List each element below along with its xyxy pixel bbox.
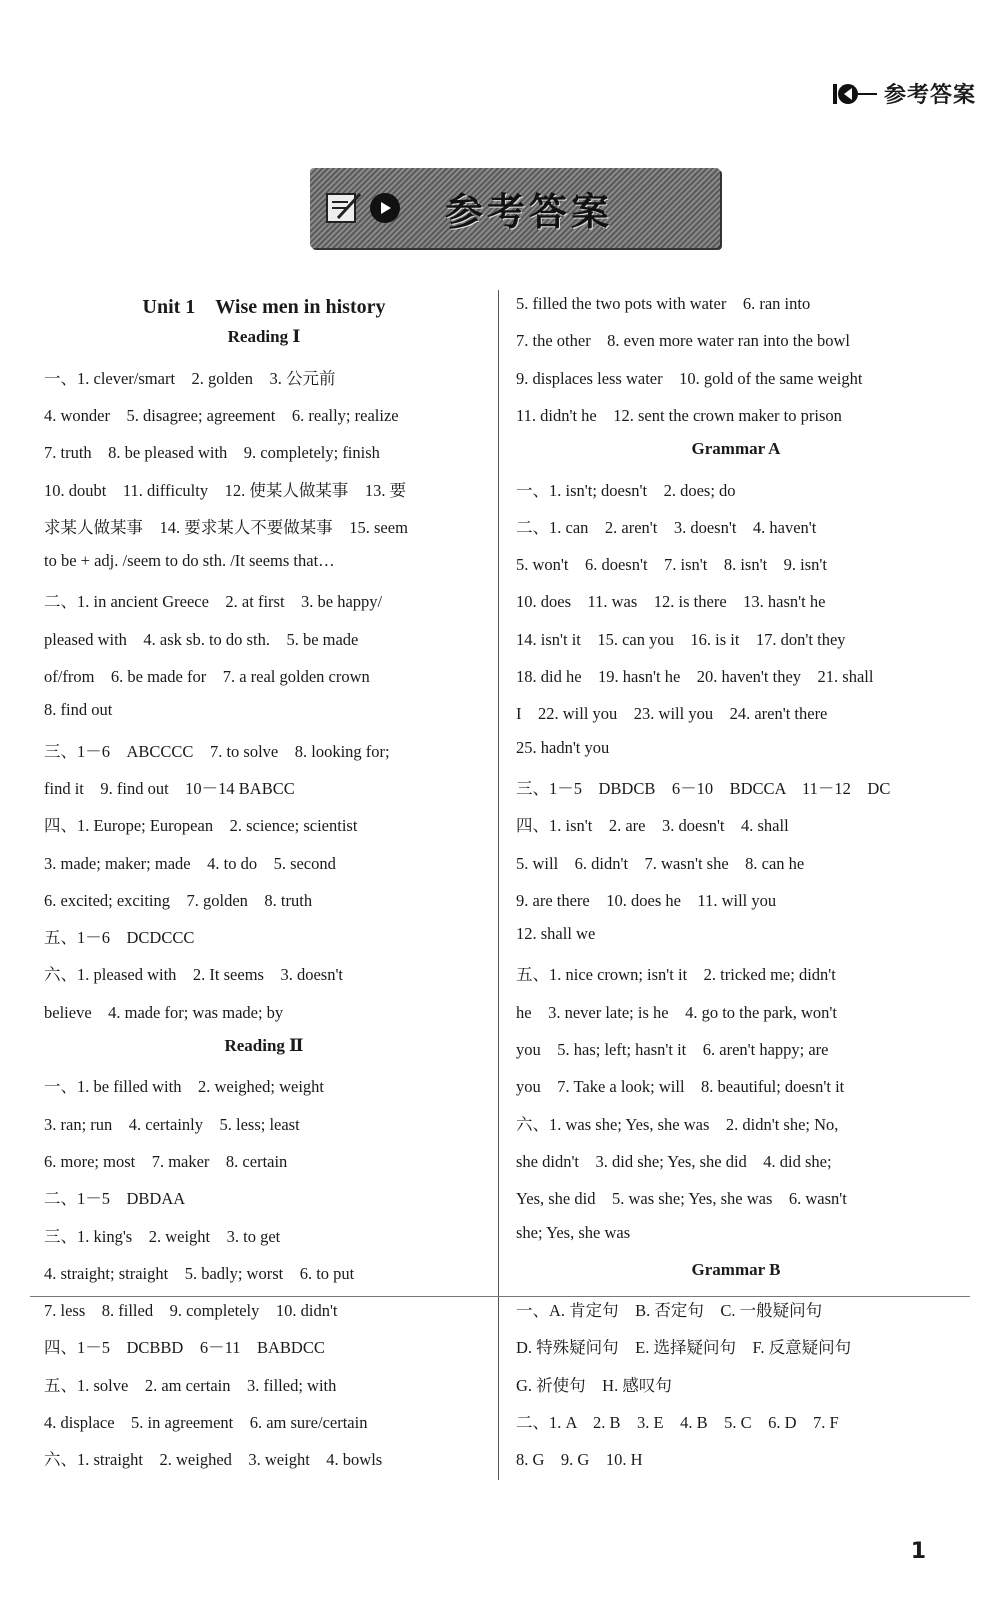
page-number: 1 xyxy=(910,1539,926,1564)
play-icon xyxy=(370,193,400,223)
answer-line: 11. didn't he 12. sent the crown maker to prison xyxy=(516,405,842,425)
answer-line: 10. doubt 11. difficulty 12. 使某人做某事 13. 要 xyxy=(44,480,407,500)
answer-line: 3. ran; run 4. certainly 5. less; least xyxy=(44,1114,300,1134)
answer-line: she; Yes, she was xyxy=(516,1222,631,1242)
answer-line: 5. filled the two pots with water 6. ran into xyxy=(516,294,811,313)
answer-line: you 5. has; left; hasn't it 6. aren't happy; are xyxy=(516,1040,829,1059)
answer-line: 三、1－5 DBDCB 6－10 BDCCA 11－12 DC xyxy=(516,778,891,798)
answer-line: 四、1. Europe; European 2. science; scientist xyxy=(44,816,358,836)
answer-line: of/from 6. be made for 7. a real golden crown xyxy=(44,667,370,686)
answer-line: 9. displaces less water 10. gold of the same weight xyxy=(516,368,863,388)
answer-line: 8. G 9. G 10. H xyxy=(516,1450,643,1470)
unit-title: Unit 1 Wise men in history xyxy=(142,296,386,318)
answer-line: 4. wonder 5. disagree; agreement 6. really; realize xyxy=(44,405,399,425)
answer-line: 三、1. king's 2. weight 3. to get xyxy=(44,1226,281,1246)
answer-line: I 22. will you 23. will you 24. aren't there xyxy=(516,704,828,724)
answer-line: 12. shall we xyxy=(516,924,596,944)
answer-line: 六、1. was she; Yes, she was 2. didn't she; No, xyxy=(516,1114,839,1134)
answer-line: 18. did he 19. hasn't he 20. haven't they 21. shall xyxy=(516,667,874,686)
answer-line: you 7. Take a look; will 8. beautiful; doesn't it xyxy=(516,1077,845,1097)
answer-line: 7. less 8. filled 9. completely 10. didn't xyxy=(44,1301,338,1321)
answer-line: 4. straight; straight 5. badly; worst 6. to put xyxy=(44,1263,355,1283)
answer-line: D. 特殊疑问句 E. 选择疑问句 F. 反意疑问句 xyxy=(516,1338,852,1358)
answer-line: 二、1. A 2. B 3. E 4. B 5. C 6. D 7. F xyxy=(516,1413,839,1432)
answer-line: 一、A. 肯定句 B. 否定句 C. 一般疑问句 xyxy=(516,1301,823,1321)
answer-line: find it 9. find out 10－14 BABCC xyxy=(44,778,295,798)
answer-line: 二、1. in ancient Greece 2. at first 3. be happy/ xyxy=(44,592,383,612)
title-banner xyxy=(310,168,720,248)
answer-line: 10. does 11. was 12. is there 13. hasn't he xyxy=(516,592,826,612)
answer-line: 一、1. clever/smart 2. golden 3. 公元前 xyxy=(44,368,336,388)
column-divider xyxy=(498,290,499,1480)
answer-line: 4. displace 5. in agreement 6. am sure/certain xyxy=(44,1413,368,1432)
answer-line: he 3. never late; is he 4. go to the park, won't xyxy=(516,1002,837,1022)
answer-line: 三、1－6 ABCCCC 7. to solve 8. looking for; xyxy=(44,741,390,761)
answer-line: 14. isn't it 15. can you 16. is it 17. don't they xyxy=(516,629,846,649)
answer-line: 6. more; most 7. maker 8. certain xyxy=(44,1151,288,1171)
answer-line: G. 祈使句 H. 感叹句 xyxy=(516,1375,672,1395)
section-title: Reading Ⅱ xyxy=(224,1036,304,1055)
answer-line: pleased with 4. ask sb. to do sth. 5. be made xyxy=(44,629,359,649)
answer-line: Yes, she did 5. was she; Yes, she was 6. wasn't xyxy=(516,1189,847,1209)
book-logo-icon xyxy=(832,81,878,107)
answer-line: 6. excited; exciting 7. golden 8. truth xyxy=(44,890,313,910)
answer-line: 五、1－6 DCDCCC xyxy=(44,928,195,948)
page-header xyxy=(832,78,976,109)
answer-line: 求某人做某事 14. 要求某人不要做某事 15. seem xyxy=(44,517,408,537)
answer-line: 四、1. isn't 2. are 3. doesn't 4. shall xyxy=(516,816,789,836)
answer-line: 7. the other 8. even more water ran into the bowl xyxy=(516,331,851,351)
section-title: Grammar A xyxy=(691,439,781,459)
answer-line: 二、1. can 2. aren't 3. doesn't 4. haven't xyxy=(516,517,817,537)
answer-line: 五、1. solve 2. am certain 3. filled; with xyxy=(44,1375,337,1395)
answer-line: to be + adj. /seem to do sth. /It seems that… xyxy=(44,551,335,571)
answer-line: believe 4. made for; was made; by xyxy=(44,1002,284,1022)
answer-line: 一、1. be filled with 2. weighed; weight xyxy=(44,1077,324,1097)
banner-title: 参考答案 xyxy=(445,189,614,234)
answer-line: 5. won't 6. doesn't 7. isn't 8. isn't 9. isn't xyxy=(516,555,827,575)
edit-note-icon xyxy=(324,190,364,226)
answer-line: 5. will 6. didn't 7. wasn't she 8. can he xyxy=(516,853,805,873)
section-title: Reading Ⅰ xyxy=(227,327,301,347)
answer-line: 六、1. pleased with 2. It seems 3. doesn't xyxy=(44,965,344,985)
answer-line: 3. made; maker; made 4. to do 5. second xyxy=(44,853,336,873)
answer-line: 六、1. straight 2. weighed 3. weight 4. bowls xyxy=(44,1450,383,1470)
answer-line: she didn't 3. did she; Yes, she did 4. did she; xyxy=(516,1151,832,1171)
answer-line: 7. truth 8. be pleased with 9. completely; finish xyxy=(44,443,380,463)
answer-line: 25. hadn't you xyxy=(516,737,610,757)
answer-line: 四、1－5 DCBBD 6－11 BABDCC xyxy=(44,1338,325,1358)
header-title: 参考答案 xyxy=(883,83,976,108)
section-title: Grammar B xyxy=(691,1259,781,1279)
answer-line: 9. are there 10. does he 11. will you xyxy=(516,890,777,910)
answer-line: 二、1－5 DBDAA xyxy=(44,1189,186,1209)
answer-line: 五、1. nice crown; isn't it 2. tricked me; didn't xyxy=(516,965,836,985)
answer-line: 8. find out xyxy=(44,700,113,720)
answer-line: 一、1. isn't; doesn't 2. does; do xyxy=(516,480,736,500)
